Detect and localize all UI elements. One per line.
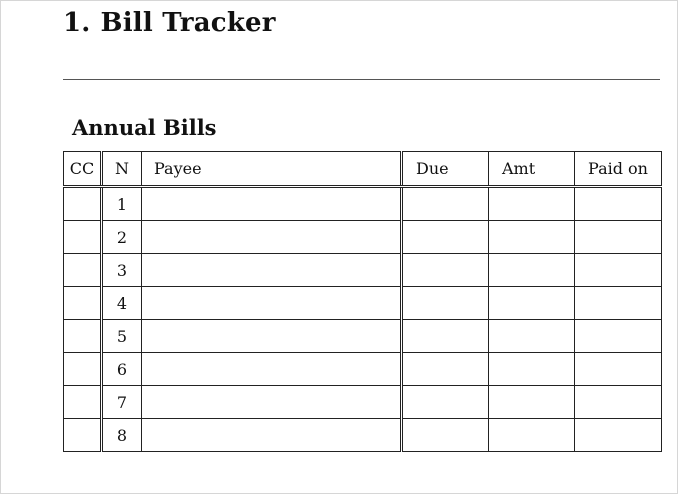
cell-number: 6: [102, 353, 142, 386]
cell-paid-on: [575, 419, 662, 452]
cell-due: [402, 419, 489, 452]
cell-due: [402, 187, 489, 221]
cell-due: [402, 353, 489, 386]
section-title: Bill Tracker: [100, 8, 276, 38]
column-header-payee: Payee: [142, 152, 402, 187]
cell-payee: [142, 187, 402, 221]
cell-payee: [142, 353, 402, 386]
cell-cc: [64, 419, 102, 452]
cell-paid-on: [575, 353, 662, 386]
cell-number: 5: [102, 320, 142, 353]
cell-payee: [142, 254, 402, 287]
cell-cc: [64, 353, 102, 386]
column-header-n: N: [102, 152, 142, 187]
cell-number: 8: [102, 419, 142, 452]
cell-cc: [64, 221, 102, 254]
table-row: [64, 187, 662, 221]
cell-number: 2: [102, 221, 142, 254]
cell-cc: [64, 386, 102, 419]
annual-bills-table: [63, 151, 662, 452]
table-row: [64, 221, 662, 254]
table-row: [64, 419, 662, 452]
subsection-title: Annual Bills: [72, 115, 217, 140]
cell-paid-on: [575, 320, 662, 353]
cell-paid-on: [575, 386, 662, 419]
column-header-due: Due: [402, 152, 489, 187]
cell-due: [402, 221, 489, 254]
cell-paid-on: [575, 221, 662, 254]
cell-amount: [489, 187, 575, 221]
cell-number: 3: [102, 254, 142, 287]
table-row: [64, 386, 662, 419]
table-row: [64, 353, 662, 386]
table-body: [64, 187, 662, 452]
cell-cc: [64, 187, 102, 221]
cell-number: 1: [102, 187, 142, 221]
header-row: [64, 152, 662, 187]
cell-payee: [142, 419, 402, 452]
cell-amount: [489, 419, 575, 452]
table-header: [64, 152, 662, 187]
cell-cc: [64, 320, 102, 353]
cell-due: [402, 320, 489, 353]
cell-due: [402, 287, 489, 320]
section-number: 1.: [63, 8, 91, 38]
column-header-amt: Amt: [489, 152, 575, 187]
column-header-paid-on: Paid on: [575, 152, 662, 187]
cell-amount: [489, 320, 575, 353]
cell-payee: [142, 320, 402, 353]
cell-paid-on: [575, 254, 662, 287]
cell-due: [402, 254, 489, 287]
cell-cc: [64, 287, 102, 320]
table-row: [64, 254, 662, 287]
cell-amount: [489, 221, 575, 254]
table-row: [64, 287, 662, 320]
cell-amount: [489, 353, 575, 386]
cell-number: 4: [102, 287, 142, 320]
cell-payee: [142, 386, 402, 419]
cell-paid-on: [575, 287, 662, 320]
title-divider: [63, 79, 660, 80]
cell-payee: [142, 287, 402, 320]
cell-cc: [64, 254, 102, 287]
cell-due: [402, 386, 489, 419]
column-header-cc: CC: [64, 152, 102, 187]
cell-payee: [142, 221, 402, 254]
page-title: [63, 8, 276, 38]
table-row: [64, 320, 662, 353]
cell-amount: [489, 254, 575, 287]
cell-number: 7: [102, 386, 142, 419]
cell-paid-on: [575, 187, 662, 221]
cell-amount: [489, 386, 575, 419]
cell-amount: [489, 287, 575, 320]
